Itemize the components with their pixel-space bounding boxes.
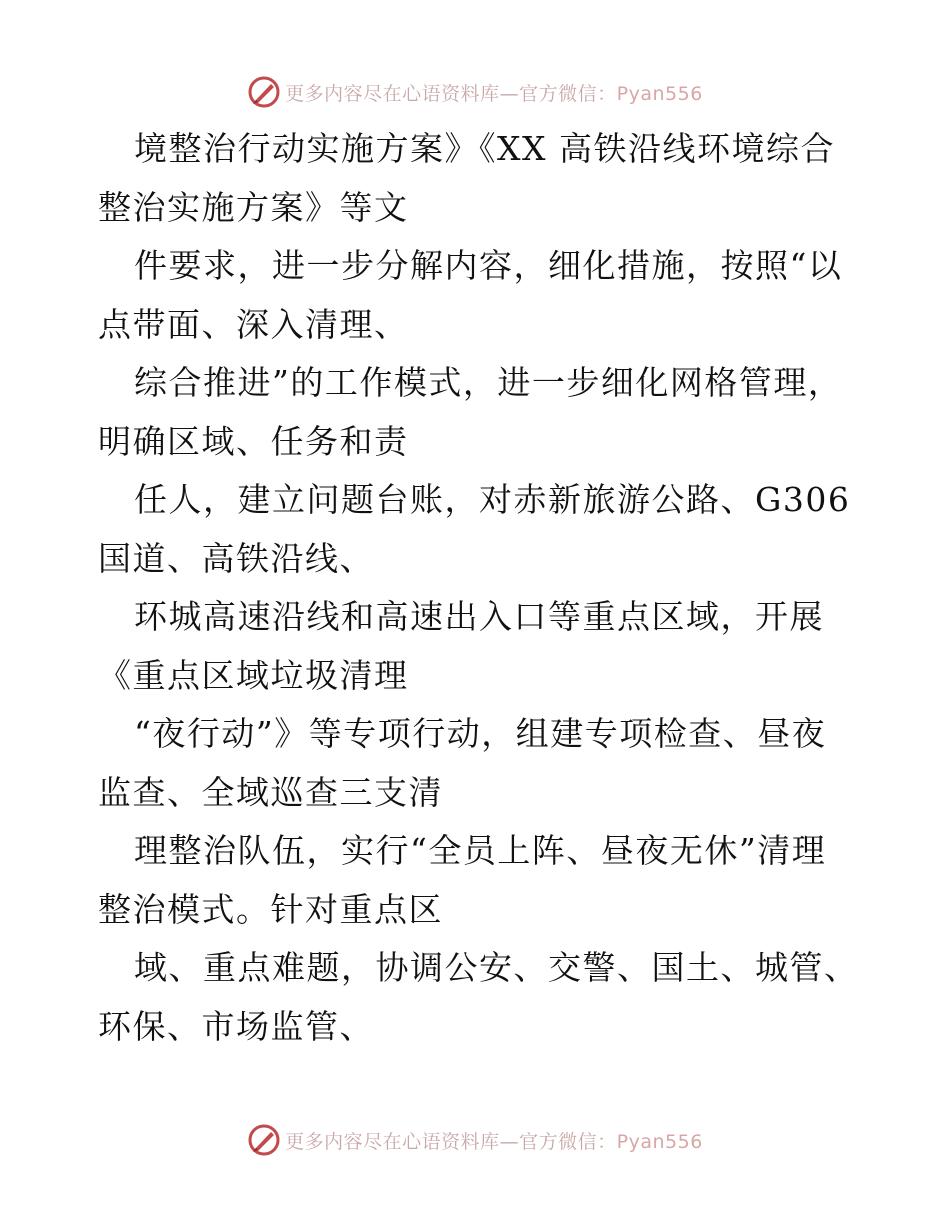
text-line: “夜行动”》等专项行动，组建专项检查、昼夜: [134, 714, 827, 753]
footer-watermark: [0, 1120, 950, 1160]
text-line: 整治模式。针对重点区: [98, 889, 443, 929]
text-line: 环城高速沿线和高速出入口等重点区域，开展: [134, 597, 824, 636]
watermark-text: 更多内容尽在心语资料库—官方微信：Pyan556: [285, 82, 703, 105]
quill-logo-icon: [247, 75, 281, 109]
header-watermark: [0, 72, 950, 112]
quill-logo-icon: [247, 1123, 281, 1157]
text-line: 环保、市场监管、: [98, 1006, 374, 1046]
text-line: 任人，建立问题台账，对赤新旅游公路、G306: [134, 480, 851, 519]
text-line: 监查、全域巡查三支清: [98, 772, 443, 812]
text-line: 《重点区域垃圾清理: [98, 655, 409, 695]
text-line: 理整治队伍，实行“全员上阵、昼夜无休”清理: [134, 831, 827, 870]
text-line: 件要求，进一步分解内容，细化措施，按照“以: [134, 246, 843, 285]
text-line: 点带面、深入清理、: [98, 304, 409, 344]
document-body: [98, 120, 878, 1056]
watermark-text: 更多内容尽在心语资料库—官方微信：Pyan556: [285, 1130, 703, 1153]
text-line: 域、重点难题，协调公安、交警、国土、城管、: [134, 948, 859, 987]
text-line: 国道、高铁沿线、: [98, 538, 374, 578]
text-line: 整治实施方案》等文: [98, 187, 409, 227]
text-line: 境整治行动实施方案》《XX 高铁沿线环境综合: [134, 129, 835, 168]
text-line: 综合推进”的工作模式，进一步细化网格管理，: [134, 363, 843, 402]
text-line: 明确区域、任务和责: [98, 421, 409, 461]
